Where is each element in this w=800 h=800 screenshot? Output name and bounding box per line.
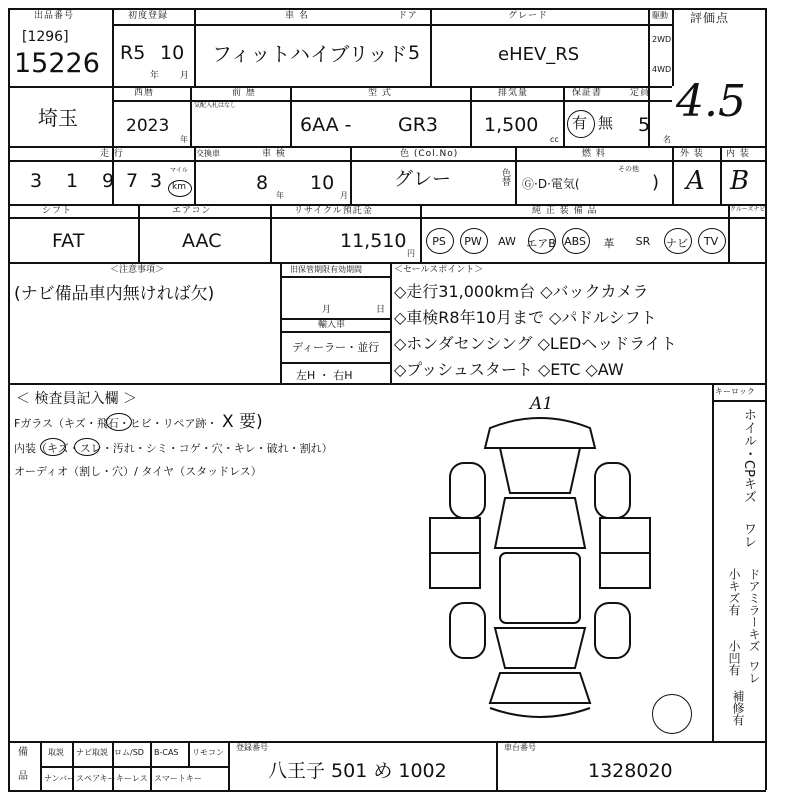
rear-window xyxy=(495,628,585,668)
rub-circle xyxy=(74,438,100,456)
lot-label: 出品番号 xyxy=(34,11,75,21)
interior-grade: B xyxy=(730,166,750,196)
col-line xyxy=(270,204,272,262)
mileage-digit: 1 xyxy=(66,170,79,192)
equipment-item: ABS xyxy=(564,235,586,248)
storage-day: 日 xyxy=(376,305,386,315)
col-line xyxy=(194,8,196,86)
displacement-unit: cc xyxy=(550,135,559,144)
footer-item: 取説 xyxy=(48,748,64,757)
side-note: 小キズ有 xyxy=(727,568,741,616)
year-label: 西暦 xyxy=(134,88,155,98)
model-label: 型 式 xyxy=(368,88,392,98)
front-left-wheel xyxy=(450,463,485,518)
warranty-label: 保証書 xyxy=(572,88,603,98)
mileage-digit: 3 xyxy=(30,170,43,192)
displacement: 1,500 xyxy=(484,114,539,136)
color-side: 色替 xyxy=(500,168,510,186)
col-line xyxy=(515,146,517,204)
exterior-label: 外 装 xyxy=(680,149,704,159)
score-label: 評価点 xyxy=(690,11,730,25)
mileage-digit: 3 xyxy=(150,170,163,192)
recycle-label: リサイクル預託金 xyxy=(294,206,373,216)
crater-label: クルーズナビ xyxy=(730,206,766,213)
sales-label: ＜セールスポイント＞ xyxy=(394,265,484,275)
warranty-yes: 有 xyxy=(572,114,588,132)
equipment-item: PS xyxy=(432,235,446,248)
fuel-label: 燃 料 xyxy=(582,149,606,159)
fuel-options: Ⓖ·D·電気( xyxy=(522,177,580,191)
steering-side: 左H ・ 右H xyxy=(296,369,353,382)
region: 埼玉 xyxy=(38,106,78,130)
diagram-mark: A1 xyxy=(530,394,554,414)
warranty-no: 無 xyxy=(598,114,614,132)
prev-label: 前 歴 xyxy=(232,88,256,98)
col-line xyxy=(420,204,422,262)
first-reg-era: R5 xyxy=(120,42,146,64)
footer-item: B-CAS xyxy=(154,748,179,757)
glass-line: Fガラス（キズ・飛石・ヒビ・リペア跡・ xyxy=(14,417,218,430)
inspection-title: ＜ 検査員記入欄 ＞ xyxy=(16,391,137,407)
key-lock-label: キーロック xyxy=(715,387,755,396)
footer-item: キーレス xyxy=(116,774,148,783)
side-note: ドアミラーキズ xyxy=(747,568,761,652)
model-code: 6AA - xyxy=(300,114,352,136)
first-reg-label: 初度登録 xyxy=(128,11,169,21)
frame-left xyxy=(8,8,10,790)
footer-item: ナンバー xyxy=(44,774,76,783)
col-line xyxy=(228,741,230,790)
rear-bumper xyxy=(490,708,590,717)
glass-mark: X 要) xyxy=(222,412,263,432)
recycle: 11,510 xyxy=(340,230,407,252)
interior-line: 内装（キズ・スレ・汚れ・シミ・コゲ・穴・キレ・破れ・割れ） xyxy=(14,442,333,455)
col-line xyxy=(188,741,190,766)
first-reg-month: 10 xyxy=(160,42,185,64)
storage-month: 月 xyxy=(322,305,332,315)
storage-line xyxy=(280,331,390,333)
exterior-grade: A xyxy=(686,166,705,196)
col-line xyxy=(430,8,432,86)
hood xyxy=(500,448,580,493)
frame-right xyxy=(765,8,767,790)
chip-circle xyxy=(106,413,132,431)
car-name: フィットハイブリッド xyxy=(212,42,408,66)
inspection-year-unit: 年 xyxy=(276,191,284,200)
side-note: ホイル・CPキズ xyxy=(741,408,756,503)
dealer-parallel: ディーラー・並行 xyxy=(292,341,380,354)
lot-number: 15226 xyxy=(14,48,100,79)
recycle-unit: 円 xyxy=(407,249,415,258)
col-line xyxy=(470,86,472,146)
sales-point: ◇走行31,000km台 ◇バックカメラ xyxy=(394,282,649,301)
score-value: 4.5 xyxy=(676,76,746,127)
front-bumper xyxy=(485,418,595,448)
car-diagram xyxy=(420,408,660,728)
storage-line xyxy=(280,276,390,278)
side-note: ワレ xyxy=(741,522,756,548)
fuel-other: その他 xyxy=(618,165,639,173)
header-label-line xyxy=(112,24,672,26)
front-right-wheel xyxy=(595,463,630,518)
col-line xyxy=(138,204,140,262)
interior-label: 内 装 xyxy=(726,149,750,159)
footer-side-bottom: 品 xyxy=(18,771,28,782)
row3-bottom xyxy=(8,204,765,206)
drive-2wd: 2WD xyxy=(652,35,672,44)
mileage-unit: km xyxy=(172,182,186,192)
ac: AAC xyxy=(182,230,222,252)
chassis-number: 1328020 xyxy=(588,760,673,782)
side-note: 小凹有 xyxy=(727,640,741,676)
equipment-item: エアB xyxy=(526,237,556,250)
shift-label: シフト xyxy=(42,206,73,216)
sales-point: ◇プッシュスタート ◇ETC ◇AW xyxy=(394,360,624,379)
inspection-bottom xyxy=(8,741,765,743)
first-reg-units: 年 月 xyxy=(150,71,189,81)
side-column-line xyxy=(712,400,765,402)
windshield xyxy=(495,498,585,548)
mileage-unit-top: マイル xyxy=(170,167,188,174)
row2-bottom xyxy=(8,146,765,148)
ac-label: エアコン xyxy=(172,206,212,216)
row3-label-line xyxy=(8,160,765,162)
inspection-year: 8 xyxy=(256,172,269,194)
footer-item: リモコン xyxy=(192,748,224,757)
grade: eHEV_RS xyxy=(498,44,580,65)
equipment-item: TV xyxy=(703,235,719,248)
footer-mid-line xyxy=(40,766,228,768)
plate-number: 八王子 501 め 1002 xyxy=(268,760,447,782)
roof xyxy=(500,553,580,623)
equipment-item: PW xyxy=(464,235,482,248)
import-label: 輸入車 xyxy=(318,320,346,330)
car-name-label: 車 名 xyxy=(285,11,309,21)
lot-sub: [1296] xyxy=(22,29,69,45)
mileage-flag: 交換車 xyxy=(196,149,220,158)
spare-tire xyxy=(652,694,692,734)
door-label: ドア xyxy=(398,11,418,21)
year: 2023 xyxy=(126,116,170,136)
color: グレー xyxy=(394,168,452,190)
side-column-line xyxy=(712,383,714,741)
side-note: ワレ xyxy=(747,660,761,684)
inspection-month-unit: 月 xyxy=(340,191,348,200)
caution-text: (ナビ備品車内無ければ欠) xyxy=(14,284,215,304)
equipment-item: SR xyxy=(635,235,651,248)
col-line xyxy=(563,86,565,146)
year-unit: 年 xyxy=(180,135,188,144)
equip-label: 純 正 装 備 品 xyxy=(532,206,598,216)
plate-label: 登録番号 xyxy=(236,743,268,752)
col-line xyxy=(672,146,674,204)
footer-item: ナビ取説 xyxy=(76,748,108,757)
col-line xyxy=(280,262,282,383)
col-line xyxy=(496,741,498,790)
notes-bottom xyxy=(8,383,765,385)
col-line xyxy=(672,8,674,86)
col-line xyxy=(290,86,292,146)
footer-item: スペアキー xyxy=(76,774,116,783)
capacity-unit: 名 xyxy=(663,135,671,144)
caution-label: ＜注意事項＞ xyxy=(110,265,165,275)
sales-point: ◇ホンダセンシング ◇LEDヘッドライト xyxy=(394,334,677,353)
rear-right-wheel xyxy=(595,603,630,658)
col-line xyxy=(190,86,192,146)
frame-bottom xyxy=(8,790,766,792)
trunk xyxy=(490,673,590,703)
frame-top xyxy=(8,8,766,10)
grade-label: グレード xyxy=(508,11,549,21)
row4-bottom xyxy=(8,262,765,264)
displacement-label: 排気量 xyxy=(498,88,529,98)
inspection-month: 10 xyxy=(310,172,335,194)
inspection-label: 車 検 xyxy=(262,149,286,159)
capacity-label: 定員 xyxy=(630,88,651,98)
col-line xyxy=(720,146,722,204)
mileage-digit: 7 xyxy=(126,170,139,192)
scratch-circle xyxy=(40,438,66,456)
color-label: 色 (Col.No) xyxy=(400,149,459,159)
storage-line xyxy=(280,362,390,364)
col-line xyxy=(350,146,352,204)
chassis-label: 車台番号 xyxy=(504,743,536,752)
drive-4wd: 4WD xyxy=(652,65,672,74)
sales-point: ◇車検R8年10月まで ◇パドルシフト xyxy=(394,308,657,327)
prev-sub: 気配入札はなし xyxy=(194,102,237,109)
footer-item: ロム/SD xyxy=(114,748,144,757)
drive-label: 駆動 xyxy=(652,11,668,20)
mileage-label: 走 行 xyxy=(100,149,124,159)
capacity: 5 xyxy=(638,114,651,136)
equipment-item: ナビ xyxy=(666,237,688,250)
storage-label: 旧保管期限有効期間 xyxy=(290,265,362,274)
model-chassis: GR3 xyxy=(398,114,439,136)
door-count: 5 xyxy=(408,42,421,64)
side-note: 補修有 xyxy=(731,690,745,726)
equipment-item: 革 xyxy=(603,237,615,250)
footer-item: スマートキー xyxy=(154,774,202,783)
mileage-digit: 9 xyxy=(102,170,115,192)
fuel-close-paren: ) xyxy=(652,172,660,193)
col-line xyxy=(390,262,392,383)
shift: FAT xyxy=(52,230,85,252)
audio-line: オーディオ（割し・穴）/ タイヤ（スタッドレス） xyxy=(14,465,262,478)
col-line xyxy=(150,741,152,790)
rear-left-wheel xyxy=(450,603,485,658)
row4-label-line xyxy=(8,217,765,219)
footer-side-top: 備 xyxy=(18,747,28,758)
equipment-item: AW xyxy=(498,235,516,248)
